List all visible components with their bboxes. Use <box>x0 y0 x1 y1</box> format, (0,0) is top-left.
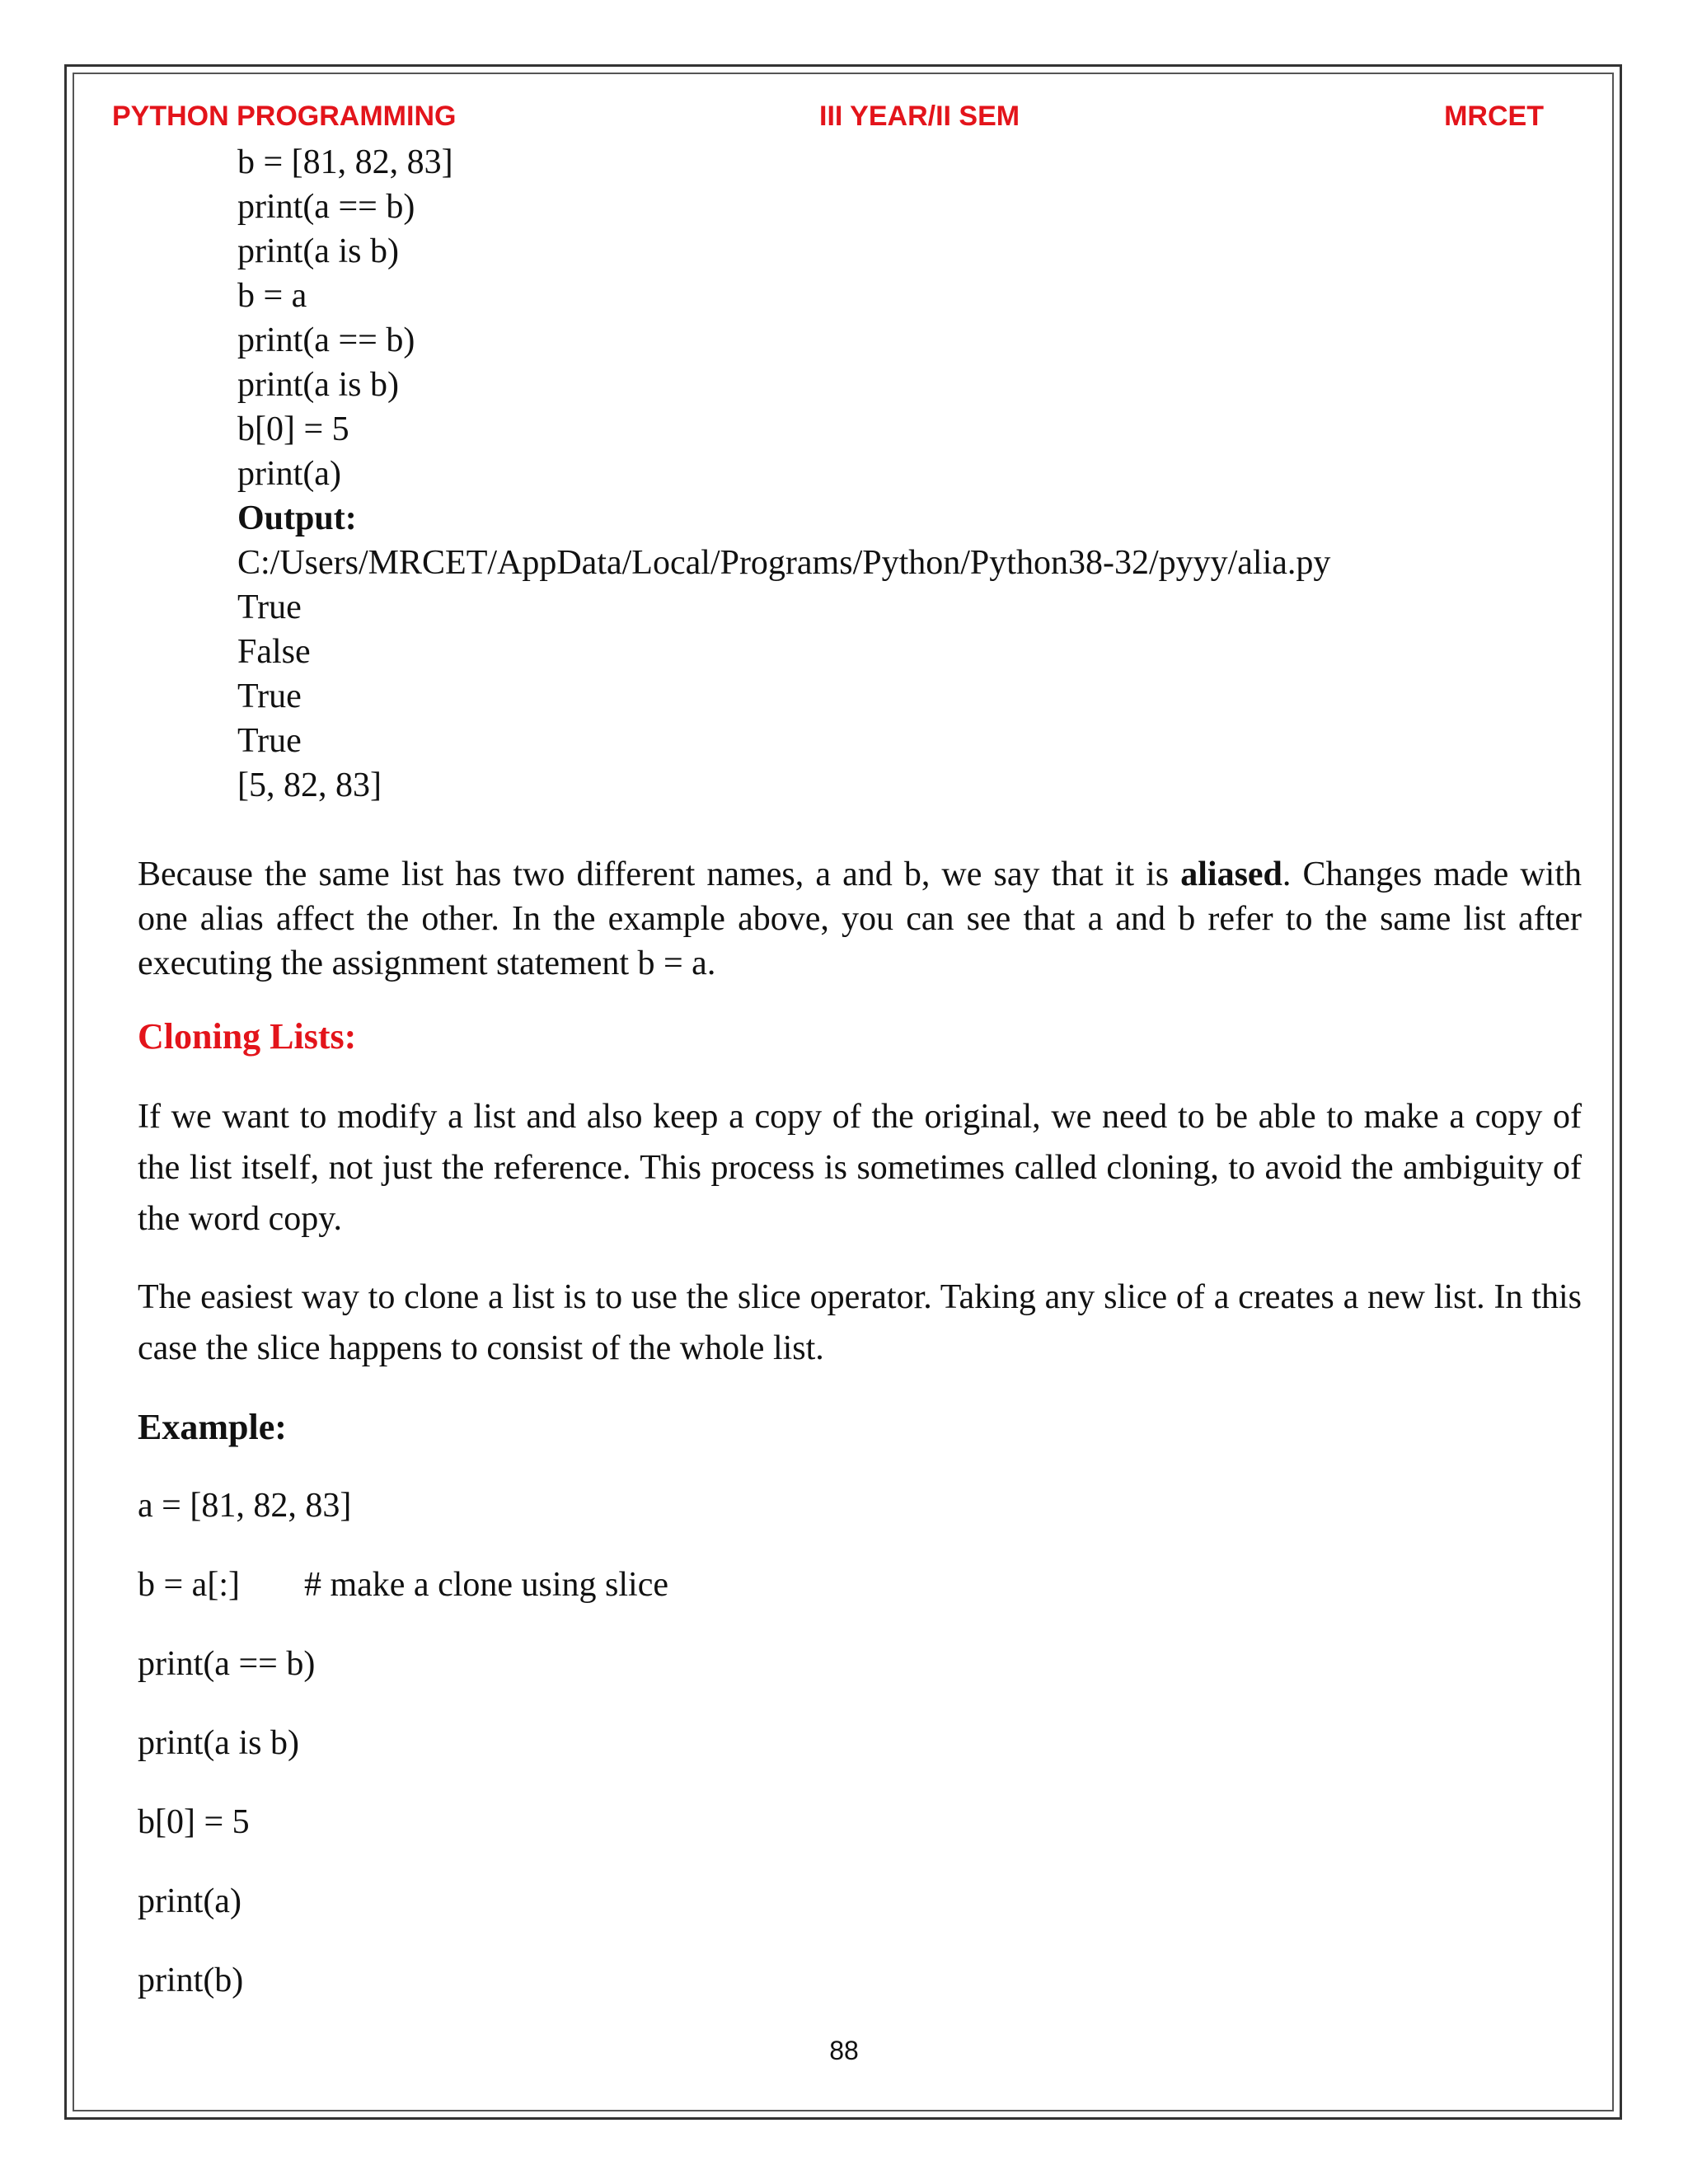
code-line: print(a) <box>237 455 341 493</box>
code-line <box>138 1563 668 1642</box>
paragraph-slice: The easiest way to clone a list is to use the slice operator. Taking any slice of a creates a new list. In this case the slice happens to consist of the whole list. <box>138 1278 1582 1367</box>
code-line: a = [81, 82, 83] <box>138 1487 352 1525</box>
code-line: print(a == b) <box>237 321 415 359</box>
output-line: False <box>237 633 311 671</box>
output-line: True <box>237 677 302 715</box>
example-label: Example: <box>138 1407 287 1447</box>
paragraph-cloning: If we want to modify a list and also keep a copy of the original, we need to be able to make a copy of the list itself, not just the reference. This process is sometimes called cloning, to avoid the ambiguity of the word copy. <box>138 1098 1582 1238</box>
header-institution: MRCET <box>1444 101 1544 132</box>
code-line: b[0] = 5 <box>237 410 349 448</box>
term-aliased: aliased <box>1180 855 1282 893</box>
page-number: 88 <box>829 2036 859 2065</box>
code-line: print(a is b) <box>237 232 399 270</box>
code-line: print(a == b) <box>237 188 415 226</box>
paragraph-aliasing <box>138 852 1582 986</box>
code-line: b = a <box>237 277 307 315</box>
output-line: True <box>237 588 302 626</box>
code-line: b[0] = 5 <box>138 1803 250 1841</box>
code-statement: b = a[:] <box>138 1566 240 1604</box>
code-block-cloning <box>138 1483 668 2037</box>
header-year-sem: III YEAR/II SEM <box>819 101 1020 132</box>
code-line: print(b) <box>138 1961 244 1999</box>
page-header <box>112 101 1544 137</box>
output-label: Output: <box>237 499 357 537</box>
code-line: print(a is b) <box>138 1724 299 1762</box>
output-line: C:/Users/MRCET/AppData/Local/Programs/Python/Python38-32/pyyy/alia.py <box>237 544 1331 582</box>
code-line: print(a == b) <box>138 1645 316 1683</box>
code-line: b = [81, 82, 83] <box>237 143 453 181</box>
code-line: print(a is b) <box>237 366 399 404</box>
output-line: True <box>237 722 302 760</box>
paragraph-text: . Changes made with one alias affect the other. In the example above, you can see that a and b refer to the same list after executing the assignment statement b = a. <box>138 855 1582 982</box>
header-course-title: PYTHON PROGRAMMING <box>112 101 457 132</box>
code-block-aliasing <box>237 140 1330 808</box>
code-line: print(a) <box>138 1882 241 1920</box>
output-line: [5, 82, 83] <box>237 766 382 804</box>
code-comment: # make a clone using slice <box>303 1566 669 1604</box>
paragraph-text: Because the same list has two different names, a and b, we say that it is <box>138 855 1181 893</box>
section-heading-cloning: Cloning Lists: <box>138 1016 357 1057</box>
